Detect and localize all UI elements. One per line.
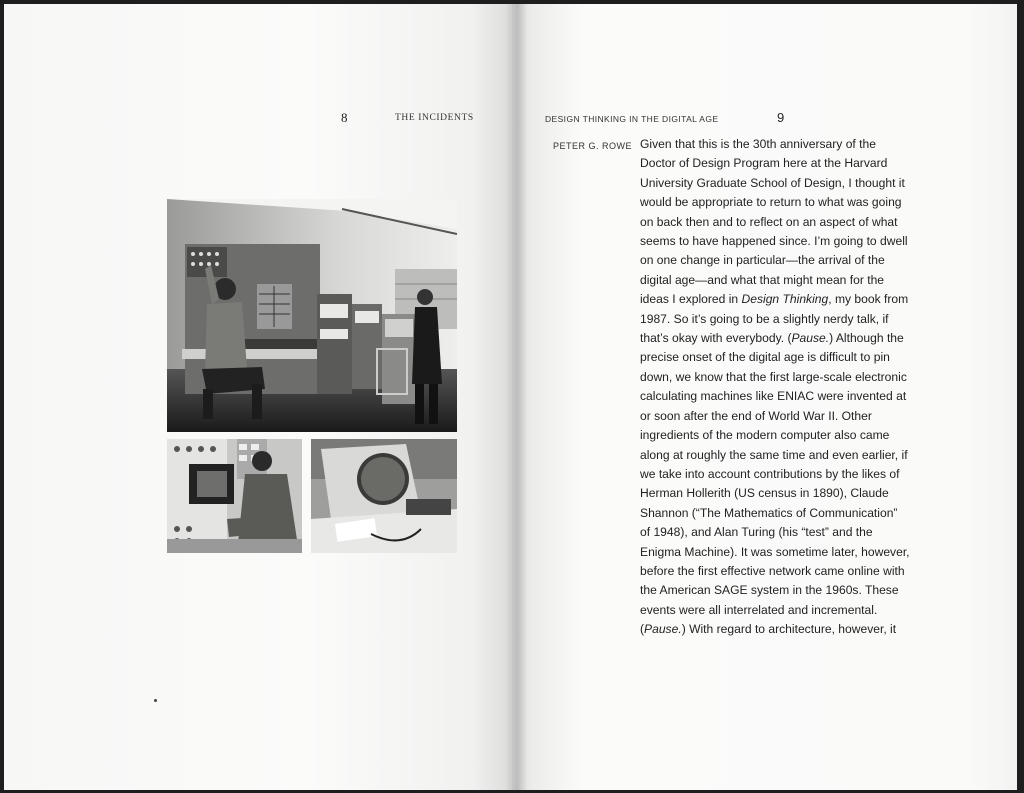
text-line: Shannon (“The Mathematics of Communication”	[640, 505, 898, 520]
text-line: on back then and to reflect on an aspect of what	[640, 214, 898, 229]
left-page	[4, 4, 512, 790]
text-line: before the first effective network came online with	[640, 563, 905, 578]
text-line: ingredients of the modern computer also came	[640, 428, 890, 443]
text-line: ideas I explored in Design Thinking, my book from	[640, 292, 909, 307]
text-line: on one change in particular—the arrival of the	[640, 253, 885, 268]
text-line: Doctor of Design Program here at the Harvard	[640, 156, 888, 171]
text-line: Given that this is the 30th anniversary of the	[640, 137, 876, 151]
text-line: down, we know that the first large-scale electronic	[640, 369, 907, 384]
oscilloscope-display-photo	[311, 439, 457, 553]
speaker-name: PETER G. ROWE	[553, 141, 633, 151]
text-line: calculating machines like ENIAC were invented at	[640, 389, 907, 404]
ink-speck	[154, 699, 157, 702]
text-line: Herman Hollerith (US census in 1890), Claude	[640, 486, 889, 501]
page-number-right: 9	[777, 110, 785, 125]
body-paragraph	[640, 135, 932, 640]
text-line: of 1948), and Alan Turing (his “test” and the	[640, 525, 873, 540]
text-line: (Pause.) With regard to architecture, however, it	[640, 622, 897, 637]
main-computer-room-photo	[167, 199, 457, 432]
text-line: events were all interrelated and incremental.	[640, 602, 878, 617]
text-line: or soon after the end of World War II. Other	[640, 408, 872, 423]
running-head-left: THE INCIDENTS	[395, 113, 474, 123]
text-line: would be appropriate to return to what was going	[640, 195, 902, 210]
page-number-left: 8	[341, 110, 348, 125]
running-head-right: DESIGN THINKING IN THE DIGITAL AGE	[545, 114, 719, 124]
text-line: University Graduate School of Design, I thought it	[640, 175, 905, 190]
text-line: that’s okay with everybody. (Pause.) Although the	[640, 331, 904, 346]
right-page	[512, 4, 1017, 790]
text-line: 1987. So it’s going to be a slightly nerdy talk, if	[640, 311, 889, 326]
text-line: along at roughly the same time and even earlier, if	[640, 447, 908, 462]
text-line: precise onset of the digital age is difficult to pin	[640, 350, 890, 365]
radar-console-operator-photo	[167, 439, 302, 553]
text-line: Enigma Machine). It was sometime later, however,	[640, 544, 910, 559]
text-line: we take into account contributions by the likes of	[640, 466, 900, 481]
text-line: seems to have happened since. I’m going to dwell	[640, 234, 908, 249]
text-line: the American SAGE system in the 1960s. These	[640, 583, 899, 598]
text-line: digital age—and what that might mean for the	[640, 272, 885, 287]
